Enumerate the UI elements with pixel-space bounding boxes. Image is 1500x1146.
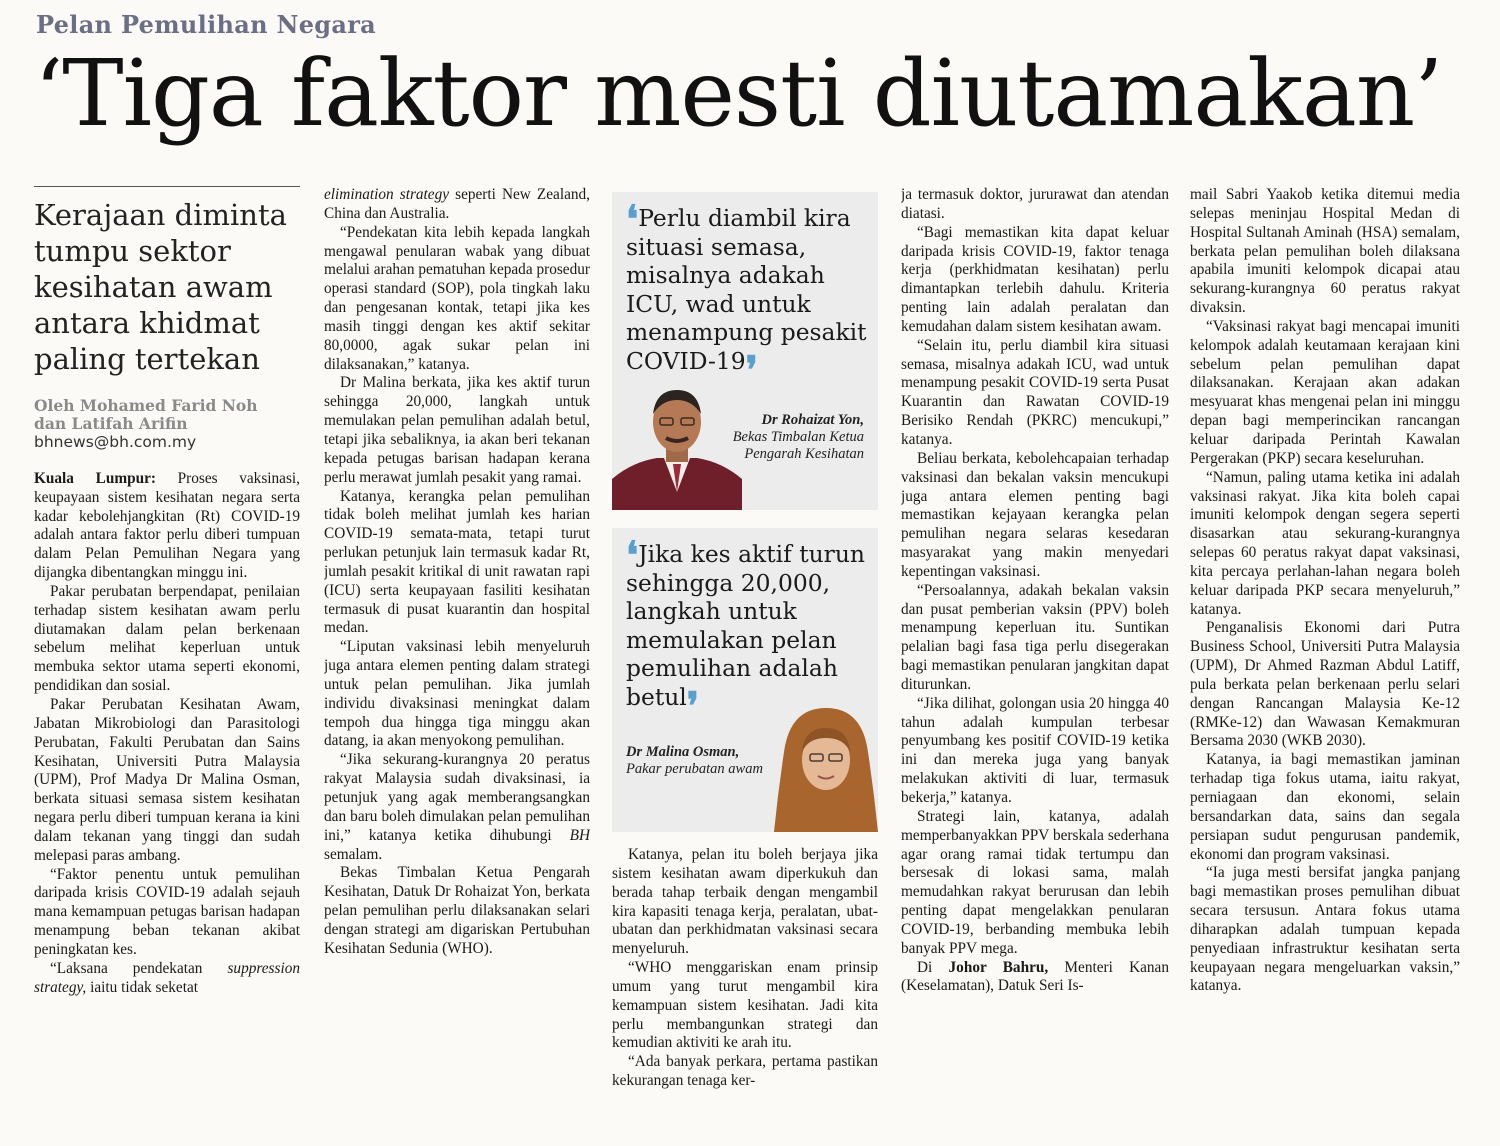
- paragraph: Penganalisis Ekonomi dari Putra Business School, Universiti Putra Malaysia (UPM), Dr Ahmed Razman Abdul Latiff, pula berkata pelan berkenaan perlu selari dengan Rancangan Malaysia Ke-12 (RMKe-12) dan Wawasan Kemakmuran Bersama 2030 (WKB 2030).: [1190, 619, 1460, 750]
- paragraph: “Ia juga mesti bersifat jangka panjang bagi memastikan proses pemulihan dibuat secara tersusun. Antara fokus utama diharapkan adalah tumpuan kepada penyediaan infrastruktur kesihatan serta keupayaan negara mengeluarkan vaksin,” katanya.: [1190, 864, 1460, 995]
- paragraph: mail Sabri Yaakob ketika ditemui media selepas meninjau Hospital Medan di Hospital Sultanah Aminah (HSA) semalam, berkata pelan pemulihan boleh dilaksana apabila imuniti kelompok dicapai atau sekurang-kurangnya 60 peratus rakyat divaksin.: [1190, 186, 1460, 317]
- paragraph: “Faktor penentu untuk pemulihan daripada krisis COVID-19 adalah sejauh mana kemampuan petugas barisan hadapan menampung beban tekanan akibat peningkatan kes.: [34, 865, 300, 958]
- column-4: [901, 186, 1169, 1136]
- byline-1: Oleh Mohamed Farid Noh: [34, 396, 258, 415]
- pull-quote-rohaizat: [612, 192, 878, 510]
- pull-quote-text: ❛Perlu diambil kira situasi semasa, misalnya adakah ICU, wad untuk menampung pesakit COVID-19❜: [626, 196, 867, 392]
- paragraph: [34, 470, 300, 583]
- headline: ‘Tiga faktor mesti diutamakan’: [34, 40, 1443, 147]
- pull-quote-text: ❛Jika kes aktif turun sehingga 20,000, langkah untuk memulakan pelan pemulihan adalah betul❜: [626, 532, 865, 728]
- paragraph: Dr Malina berkata, jika kes aktif turun sehingga 20,000, langkah untuk memulakan pelan pemulihan adalah betul, tetapi jika sebaliknya, ia akan beri tekanan kepada petugas barisan hadapan kerana perlu merawat jumlah pesakit yang ramai.: [324, 374, 590, 486]
- paragraph: [34, 960, 300, 998]
- quote-attribution: [714, 412, 864, 463]
- portrait-malina: [774, 696, 878, 832]
- pull-quote-malina: [612, 528, 878, 832]
- emphasis-text: suppression strategy,: [34, 959, 300, 996]
- dateline-johor: Johor Bahru,: [948, 958, 1049, 976]
- paragraph-text: iaitu tidak seketat: [86, 978, 198, 996]
- quote-attribution: [626, 744, 766, 778]
- open-quote-icon: ❛: [626, 532, 639, 577]
- paragraph: [324, 186, 590, 224]
- open-quote-icon: ❛: [626, 196, 639, 241]
- paragraph: Katanya, kerangka pelan pemulihan tidak boleh melihat jumlah kes harian COVID-19 semata-mata, tetapi turut perlukan petunjuk lain termasuk kadar Rt, jumlah pesakit kritikal di unit rawatan rapi (ICU) serta keupayaan fasiliti kesihatan termasuk di pusat kuarantin dan hospital medan.: [324, 487, 590, 637]
- emphasis-text: elimination strategy: [324, 186, 450, 203]
- column-3: [612, 846, 878, 1136]
- emphasis-text: BH: [569, 826, 590, 844]
- paragraph: [324, 751, 590, 864]
- paragraph: Katanya, pelan itu boleh berjaya jika sistem kesihatan awam diperkukuh dan berada tahap terbaik dengan mengambil kira kapasiti tenaga kerja, peralatan, ubat-ubatan dan perkhidmatan vaksinasi secara menyeluruh.: [612, 846, 878, 958]
- paragraph: “WHO menggariskan enam prinsip umum yang turut mengambil kira kemampuan sistem kesihatan. Jadi kita perlu membangunkan strategi dan kemudian aktiviti ke arah itu.: [612, 959, 878, 1052]
- paragraph: [901, 959, 1169, 997]
- paragraph: Beliau berkata, kebolehcapaian terhadap vaksinasi dan bekalan vaksin mencukupi juga antara elemen penting bagi memastikan kejayaan kerangka pelan pemulihan negara selaras kesedaran masyarakat yang makin menyedari kepentingan vaksinasi.: [901, 449, 1169, 580]
- quote-role: Bekas Timbalan Ketua Pengarah Kesihatan: [732, 429, 864, 462]
- paragraph: Katanya, ia bagi memastikan jaminan terhadap tiga fokus utama, iaitu rakyat, perniagaan dan ekonomi, selain bersandarkan data, sains dan segala persiapan sudut pengurusan pandemik, ekonomi dan program vaksinasi.: [1190, 751, 1460, 863]
- paragraph-text: “Jika sekurang-kurangnya 20 peratus rakyat Malaysia sudah divaksinasi, ia petunjuk yang agak memberangsangkan dan baru boleh dimulakan pelan pemulihan ini,” katanya ketika dihubungi: [324, 751, 590, 844]
- paragraph: Pakar Perubatan Kesihatan Awam, Jabatan Mikrobiologi dan Parasitologi Perubatan, Fakulti Perubatan dan Sains Kesihatan, Universiti Putra Malaysia (UPM), Prof Madya Dr Malina Osman, berkata situasi semasa sistem kesihatan negara perlu diberi tumpuan kerana ia kini dalam tekanan yang tinggi dan sudah melepasi paras ambang.: [34, 695, 300, 864]
- column-1: [34, 186, 300, 1136]
- column-5: [1190, 186, 1460, 1136]
- paragraph: “Vaksinasi rakyat bagi mencapai imuniti kelompok adalah keutamaan kerajaan kini sebelum pelan pemulihan dapat dilaksanakan. Kerajaan akan adakan mesyuarat khas mengenai pelan ini minggu depan bagi memperincikan rancangan keluar daripada Perintah Kawalan Pergerakan (PKP) secara keseluruhan.: [1190, 317, 1460, 467]
- paragraph-text: seperti New Zealand, China dan Australia.: [324, 186, 590, 222]
- paragraph: “Jika dilihat, golongan usia 20 hingga 40 tahun adalah kumpulan terbesar penyumbang kes positif COVID-19 ketika ini dan mereka juga yang banyak melakukan aktiviti di luar, termasuk bekerja,” katanya.: [901, 694, 1169, 806]
- paragraph-text: Menteri Kanan (Keselamatan), Datuk Seri Is-: [901, 958, 1169, 995]
- section-kicker: Pelan Pemulihan Negara: [36, 10, 377, 39]
- paragraph: “Bagi memastikan kita dapat keluar daripada krisis COVID-19, faktor tenaga kerja (perkhidmatan kesihatan) perlu dimantapkan terlebih dahulu. Kriteria penting lain adalah peralatan dan kemudahan dalam sistem kesihatan awam.: [901, 223, 1169, 335]
- paragraph-text: semalam.: [324, 845, 383, 863]
- deck: Kerajaan diminta tumpu sektor kesihatan awam antara khidmat paling tertekan: [34, 198, 287, 376]
- paragraph: “Pendekatan kita lebih kepada langkah mengawal penularan wabak yang dibuat melalui arahan pematuhan kepada prosedur operasi standard (SOP), pola tingkah laku dan pengesanan kontak, tetapi jika kes masih tinggi dengan kes aktif sekitar 80,0000, agak sukar pelan ini dilaksanakan,” katanya.: [324, 223, 590, 373]
- close-quote-icon: ❜: [686, 682, 700, 728]
- paragraph-text: “Laksana pendekatan: [50, 959, 228, 977]
- paragraph: “Liputan vaksinasi lebih menyeluruh juga antara elemen penting dalam strategi untuk pelan pemulihan. Jika jumlah individu divaksinasi meningkat dalam tempoh dua hingga tiga minggu akan datang, ia akan menyokong pemulihan.: [324, 638, 590, 750]
- paragraph: Bekas Timbalan Ketua Pengarah Kesihatan, Datuk Dr Rohaizat Yon, berkata pelan pemulihan perlu dilaksanakan selari dengan strategi am digariskan Pertubuhan Kesihatan Sedunia (WHO).: [324, 864, 590, 957]
- paragraph: “Namun, paling utama ketika ini adalah vaksinasi rakyat. Jika kita boleh capai imuniti kelompok dengan segera seperti disasarkan atau sekurang-kurangnya selepas 60 peratus rakyat dapat vaksinasi, kita percaya perlahan-lahan negara boleh keluar daripada PKP secara menyeluruh,” katanya.: [1190, 468, 1460, 618]
- paragraph-text: Proses vaksinasi, keupayaan sistem kesihatan negara serta kadar kebolehjangkitan (Rt) COVID-19 adalah antara faktor perlu diberi tumpuan dalam Pelan Pemulihan Negara yang dijangka dibentangkan minggu ini.: [34, 469, 300, 582]
- paragraph: Pakar perubatan berpendapat, penilaian terhadap sistem kesihatan awam perlu diutamakan dalam pelan berkenaan sebelum melihat keperluan untuk membuka sektor utama seperti ekonomi, pendidikan dan sosial.: [34, 582, 300, 695]
- dateline: Kuala Lumpur:: [34, 469, 156, 487]
- column-rule: [34, 186, 300, 187]
- paragraph: “Persoalannya, adakah bekalan vaksin dan pusat pemberian vaksin (PPV) boleh menampung keperluan itu. Suntikan pelalian bagi fasa tiga perlu disegerakan bagi memastikan penularan jangkitan dapat diturunkan.: [901, 581, 1169, 693]
- column-2: [324, 186, 590, 1136]
- paragraph: ja termasuk doktor, jururawat dan atendan diatasi.: [901, 186, 1169, 222]
- quote-role: Pakar perubatan awam: [626, 761, 763, 777]
- author-email[interactable]: bhnews@bh.com.my: [34, 433, 197, 451]
- paragraph-text: Di: [917, 958, 949, 976]
- paragraph: “Selain itu, perlu diambil kira situasi semasa, misalnya adakah ICU, wad untuk menampung pesakit COVID-19 serta Pusat Kuarantin dan Rawatan COVID-19 Berisiko Rendah (PKRC) mencukupi,” katanya.: [901, 336, 1169, 448]
- quote-name: Dr Rohaizat Yon,: [761, 412, 864, 428]
- quote-name: Dr Malina Osman,: [626, 744, 740, 760]
- byline-2: dan Latifah Arifin: [34, 414, 188, 433]
- paragraph: Strategi lain, katanya, adalah memperbanyakkan PPV berskala sederhana agar orang ramai tidak tertumpu dan bersesak di lokasi sama, malah memudahkan rakyat berurusan dan lebih penting dapat mengelakkan penularan COVID-19, berbanding membuka lebih banyak PPV mega.: [901, 807, 1169, 957]
- paragraph: “Ada banyak perkara, pertama pastikan kekurangan tenaga ker-: [612, 1053, 878, 1090]
- close-quote-icon: ❜: [745, 346, 758, 392]
